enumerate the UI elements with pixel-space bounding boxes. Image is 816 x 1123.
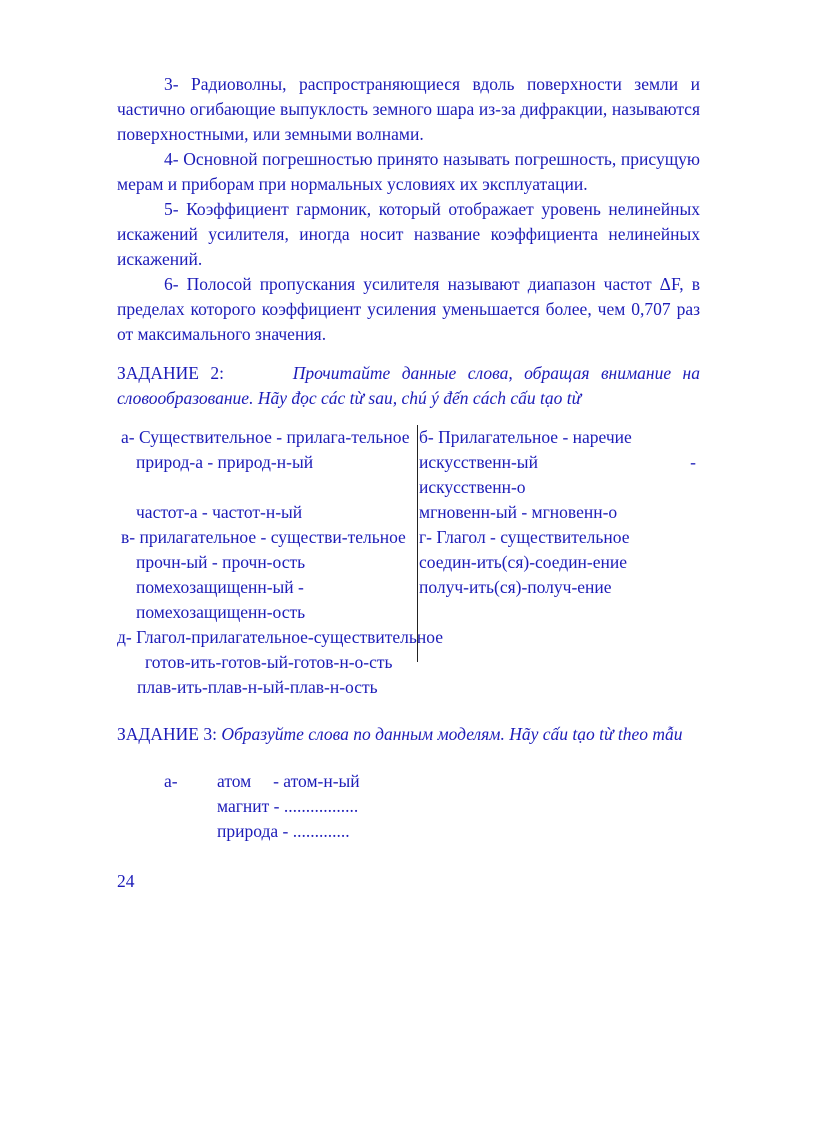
task-2-instruction: Прочитайте данные слова, обращая внимание на словообразование. Hãy đọc các từ sau, chú ý đến cách cấu tạo từ bbox=[117, 363, 700, 408]
table-row bbox=[117, 550, 700, 575]
table-row bbox=[117, 500, 700, 525]
section-v-row-2b: помехозащищенн-ость bbox=[136, 602, 306, 622]
page-number: 24 bbox=[117, 871, 135, 891]
section-g-row-2: получ-ить(ся)-получ-ение bbox=[419, 577, 612, 597]
section-g-row-1: соедин-ить(ся)-соедин-ение bbox=[419, 552, 628, 572]
section-v-row-2a: помехозащищенн-ый - bbox=[136, 577, 304, 597]
table-row bbox=[117, 575, 700, 625]
task-3-label: ЗАДАНИЕ 3: bbox=[117, 724, 217, 744]
task-2-heading bbox=[117, 361, 700, 411]
section-d-row-2: плав-ить-плав-н-ый-плав-н-ость bbox=[137, 677, 378, 697]
section-b-header: б- Прилагательное - наречие bbox=[419, 427, 632, 447]
model-exercise bbox=[117, 769, 700, 844]
table-row bbox=[117, 450, 700, 500]
page-content bbox=[117, 72, 700, 894]
model-row bbox=[117, 819, 700, 844]
model-line-2: магнит - ................. bbox=[217, 796, 359, 816]
section-a-row-2: частот-а - частот-н-ый bbox=[136, 502, 303, 522]
section-a-row-1: природ-а - природ-н-ый bbox=[136, 452, 314, 472]
section-a-header: а- Существительное - прилага-тельное bbox=[121, 427, 410, 447]
word-formation-table bbox=[117, 425, 700, 700]
model-line-3: природа - ............. bbox=[217, 821, 350, 841]
paragraph-5: 5- Коэффициент гармоник, который отображает уровень нелинейных искажений усилителя, иногда носит название коэффициента нелинейных искажений. bbox=[117, 199, 700, 269]
section-b-row-2: мгновенн-ый - мгновенн-о bbox=[419, 502, 618, 522]
section-b-row-1-dash: - bbox=[690, 452, 696, 472]
model-row bbox=[117, 794, 700, 819]
section-v-row-2 bbox=[117, 575, 413, 625]
task-3-instruction: Образуйте слова по данным моделям. Hãy cấu tạo từ theo mẫu bbox=[221, 724, 683, 744]
model-line-1: атом - атом-н-ый bbox=[217, 771, 360, 791]
section-v-row-1: прочн-ый - прочн-ость bbox=[136, 552, 306, 572]
model-row bbox=[117, 769, 700, 794]
section-b-row-1-cont: искусственн-о bbox=[419, 477, 526, 497]
section-d-row-1: готов-ить-готов-ый-готов-н-о-сть bbox=[145, 652, 393, 672]
section-b-row-1-word: искусственн-ый bbox=[419, 452, 538, 472]
task-3-heading bbox=[117, 722, 700, 747]
section-d-header: д- Глагол-прилагательное-существительное bbox=[117, 627, 443, 647]
column-divider bbox=[417, 425, 418, 662]
paragraph-3: 3- Радиоволны, распространяющиеся вдоль поверхности земли и частично огибающие выпуклость земного шара из-за дифракции, называются поверхностными, или земными волнами. bbox=[117, 74, 700, 144]
section-g-header: г- Глагол - существительное bbox=[419, 527, 630, 547]
table-row bbox=[117, 425, 700, 450]
section-v-header: в- прилагательное - существи-тельное bbox=[121, 527, 406, 547]
paragraph-4: 4- Основной погрешностью принято называть погрешность, присущую мерам и приборам при нормальных условиях их эксплуатации. bbox=[117, 149, 700, 194]
table-row bbox=[117, 525, 700, 550]
section-b-row-1 bbox=[413, 450, 696, 500]
paragraph-6: 6- Полосой пропускания усилителя называют диапазон частот ΔF, в пределах которого коэффициент усиления уменьшается более, чем 0,707 раз от максимального значения. bbox=[117, 274, 700, 344]
task-2-label: ЗАДАНИЕ 2: bbox=[117, 363, 225, 383]
model-letter: а- bbox=[164, 771, 178, 791]
